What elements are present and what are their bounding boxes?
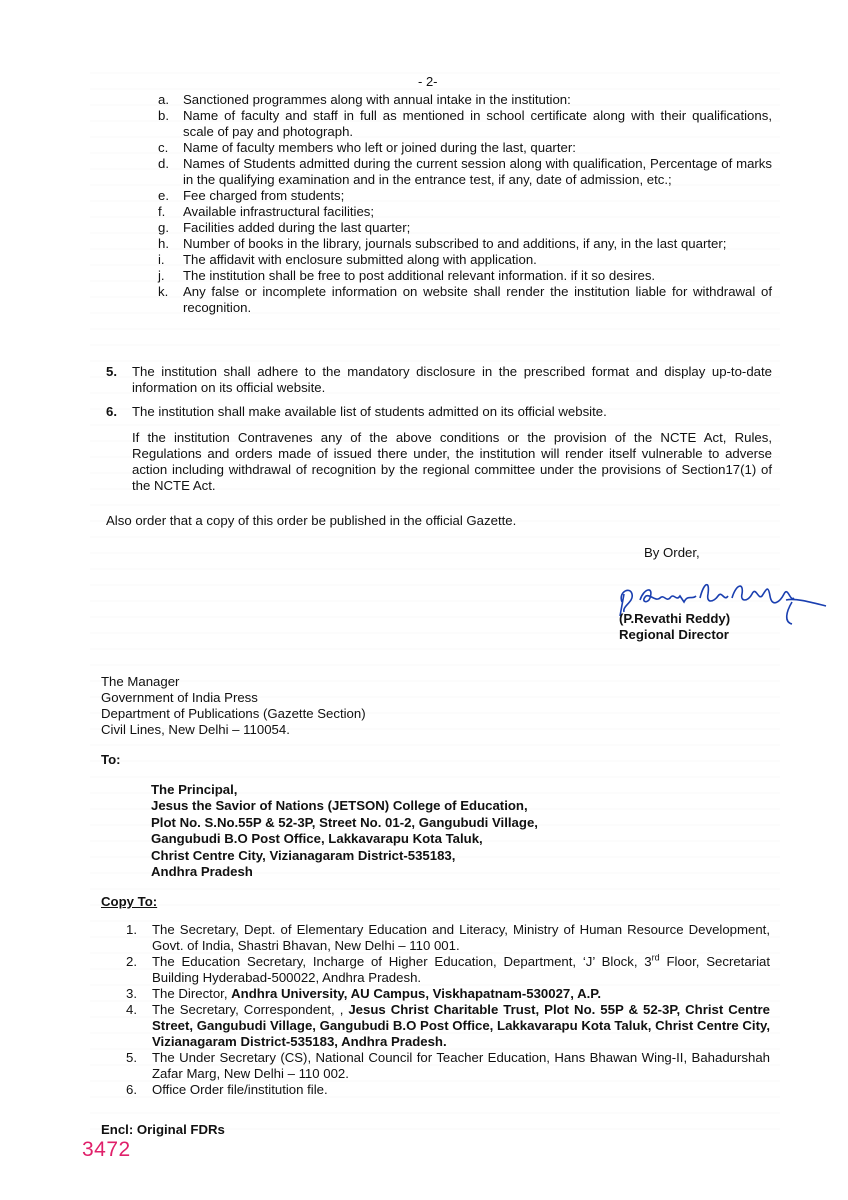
list-item: k. Any false or incomplete information on website shall render the institution liable for withdrawal of recognition. bbox=[158, 284, 772, 315]
by-order-text: By Order, bbox=[644, 545, 700, 560]
paragraph-5: 5. The institution shall adhere to the mandatory disclosure in the prescribed format and display up-to-date information on its official website. bbox=[106, 364, 772, 395]
list-item: i. The affidavit with enclosure submitted along with application. bbox=[158, 252, 537, 267]
page-number: - 2- bbox=[418, 74, 438, 89]
list-item: a. Sanctioned programmes along with annual intake in the institution: bbox=[158, 92, 571, 107]
list-item: 1. The Secretary, Dept. of Elementary Education and Literacy, Ministry of Human Resource Development, Govt. of India, Shastri Bhavan, New Delhi – 110 001. bbox=[126, 922, 770, 953]
list-item: b. Name of faculty and staff in full as mentioned in school certificate along with their qualifications, scale of pay and photograph. bbox=[158, 108, 772, 139]
enclosure-note: Encl: Original FDRs bbox=[101, 1122, 225, 1137]
list-item: 6. Office Order file/institution file. bbox=[126, 1082, 328, 1097]
copy-to-label: Copy To: bbox=[101, 894, 158, 909]
list-item: d. Names of Students admitted during the current session along with qualification, Percentage of marks in the qualifying examination and in the entrance test, if any, date of admission, etc.; bbox=[158, 156, 772, 187]
signatory-title: Regional Director bbox=[619, 627, 729, 642]
signatory-name: (P.Revathi Reddy) bbox=[619, 611, 731, 626]
list-item: f. Available infrastructural facilities; bbox=[158, 204, 375, 219]
contravention-paragraph: If the institution Contravenes any of the above conditions or the provision of the NCTE Act, Rules, Regulations and orders made of issued there under, the institution will render itself vulnerable to adverse action including withdrawal of recognition by the regional committee under the provisions of Section17(1) of the NCTE Act. bbox=[132, 430, 772, 493]
manager-address: The Manager Government of India Press Department of Publications (Gazette Section) Civil Lines, New Delhi – 110054. bbox=[101, 674, 366, 737]
list-item: h. Number of books in the library, journals subscribed to and additions, if any, in the last quarter; bbox=[158, 236, 727, 251]
list-item: 5. The Under Secretary (CS), National Council for Teacher Education, Hans Bhawan Wing-II, Bahadurshah Zafar Marg, New Delhi – 110 002. bbox=[126, 1050, 770, 1081]
copy-to-list bbox=[122, 922, 770, 1098]
paragraph-6: 6. The institution shall make available list of students admitted on its official website. bbox=[106, 404, 607, 419]
signatory-block bbox=[619, 611, 730, 643]
list-item: 4. The Secretary, Correspondent, , Jesus Christ Charitable Trust, Plot No. 55P & 52-3P, Christ Centre Street, Gangubudi Village, Gangubudi B.O Post Office, Lakkavarapu Kota Taluk, Christ Centre City, Vizianagaram District-535183, Andhra Pradesh. bbox=[126, 1002, 770, 1049]
list-item: 3. The Director, Andhra University, AU Campus, Viskhapatnam-530027, A.P. bbox=[126, 986, 602, 1001]
stamp-number: 3472 bbox=[82, 1138, 131, 1161]
to-label: To: bbox=[101, 752, 121, 767]
gazette-paragraph: Also order that a copy of this order be published in the official Gazette. bbox=[106, 513, 517, 528]
recipient-address: The Principal, Jesus the Savior of Nations (JETSON) College of Education, Plot No. S.No.55P & 52-3P, Street No. 01-2, Gangubudi Village, Gangubudi B.O Post Office, Lakkavarapu Kota Taluk, Christ Centre City, Vizianagaram District-535183, Andhra Pradesh bbox=[151, 782, 538, 880]
list-item: c. Name of faculty members who left or joined during the last, quarter: bbox=[158, 140, 576, 155]
list-item: j. The institution shall be free to post additional relevant information. if it so desires. bbox=[158, 268, 656, 283]
list-item: 2. The Education Secretary, Incharge of Higher Education, Department, ‘J’ Block, 3rd Floor, Secretariat Building Hyderabad-500022, Andhra Pradesh. bbox=[126, 952, 770, 985]
list-item: e. Fee charged from students; bbox=[158, 188, 345, 203]
disclosure-items-list bbox=[150, 92, 772, 316]
list-item: g. Facilities added during the last quarter; bbox=[158, 220, 411, 235]
